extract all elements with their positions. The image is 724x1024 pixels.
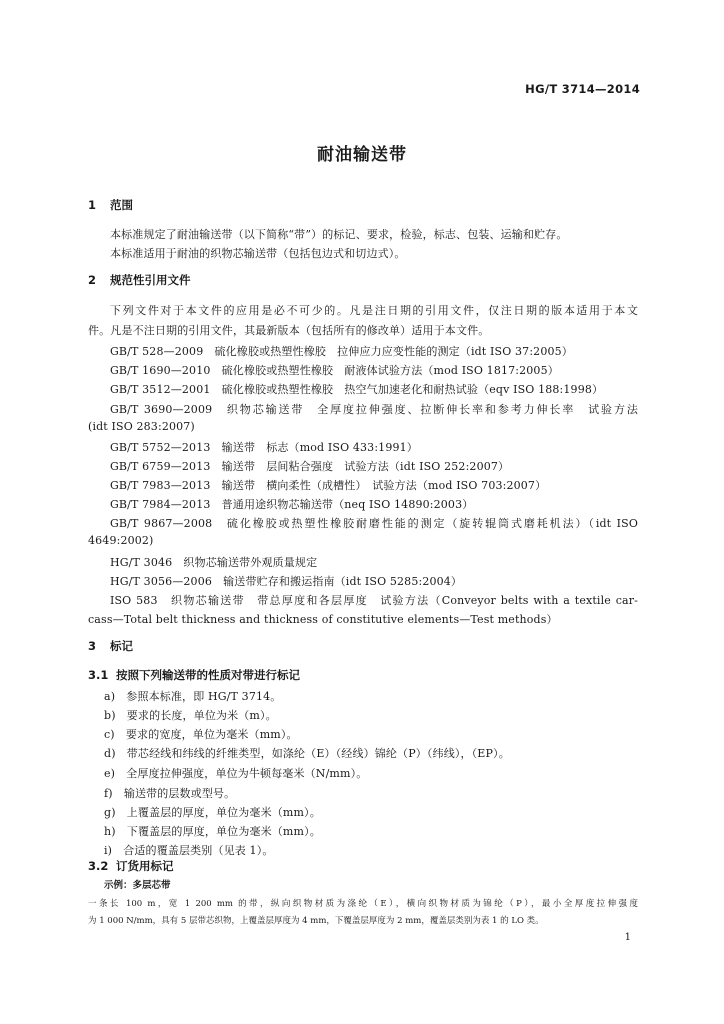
section-1-heading: [88, 197, 133, 213]
list-item: i) 合适的覆盖层类别（见表 1）。: [104, 844, 274, 857]
reference-item: GB/T 528—2009 硫化橡胶或热塑性橡胶 拉伸应力应变性能的测定（idt ISO 37:2005）: [110, 345, 573, 358]
reference-item: GB/T 5752—2013 输送带 标志（mod ISO 433:1991）: [110, 441, 418, 454]
reference-item: GB/T 9867—2008 硫化橡胶或热塑性橡胶耐磨性能的测定（旋转辊筒式磨耗机法）（idt ISO: [110, 517, 638, 530]
list-item: f) 输送带的层数或型号。: [104, 787, 236, 800]
paragraph: 件。凡是不注日期的引用文件，其最新版本（包括所有的修改单）适用于本文件。: [88, 324, 490, 337]
list-item: a) 参照本标准，即 HG/T 3714。: [104, 690, 282, 703]
reference-item-continued: 4649:2002): [88, 534, 154, 547]
reference-item: GB/T 3690—2009 织物芯输送带 全厚度拉伸强度、拉断伸长率和参考力伸长率 试验方法: [110, 403, 638, 416]
section-title: 规范性引用文件: [110, 273, 191, 287]
document-title: 耐油输送带: [317, 145, 407, 165]
section-number: 3: [88, 639, 97, 653]
reference-item: GB/T 1690—2010 硫化橡胶或热塑性橡胶 耐液体试验方法（mod ISO 1817:2005）: [110, 364, 559, 377]
reference-item: HG/T 3056—2006 输送带贮存和搬运指南（idt ISO 5285:2004）: [110, 575, 463, 588]
subsection-number: 3.1: [88, 668, 109, 682]
reference-item: GB/T 7983—2013 输送带 横向柔性（成槽性） 试验方法（mod ISO 703:2007）: [110, 479, 547, 492]
subsection-3-2-heading: [88, 858, 174, 874]
paragraph: 本标准规定了耐油输送带（以下简称“带”）的标记、要求，检验，标志、包装、运输和贮存。: [110, 228, 568, 241]
example-label: 示例：多层芯带: [104, 880, 171, 891]
page-number: 1: [624, 932, 631, 943]
list-item: d) 带芯经线和纬线的纤维类型，如涤纶（E）（经线）锦纶（P）（纬线），（EP）。: [104, 747, 510, 760]
subsection-title: 订货用标记: [116, 859, 174, 873]
section-number: 1: [88, 198, 97, 212]
reference-item: ISO 583 织物芯输送带 带总厚度和各层厚度 试验方法（Conveyor belts with a textile car-: [110, 594, 638, 607]
paragraph: 下列文件对于本文件的应用是必不可少的。凡是注日期的引用文件，仅注日期的版本适用于本文: [110, 304, 638, 317]
section-title: 标记: [110, 639, 133, 653]
subsection-3-1-heading: [88, 667, 300, 683]
reference-item: GB/T 3512—2001 硫化橡胶或热塑性橡胶 热空气加速老化和耐热试验（eqv ISO 188:1998）: [110, 383, 604, 396]
section-title: 范围: [110, 198, 133, 212]
reference-item: GB/T 7984—2013 普通用途织物芯输送带（neq ISO 14890:2003）: [110, 498, 474, 511]
list-item: h) 下覆盖层的厚度，单位为毫米（mm）。: [104, 825, 321, 838]
reference-item-continued: (idt ISO 283:2007): [88, 420, 195, 433]
list-item: c) 要求的宽度，单位为毫米（mm）。: [104, 728, 298, 741]
example-text: 为 1 000 N/mm，具有 5 层带芯织物，上覆盖层厚度为 4 mm，下覆盖层厚度为 2 mm，覆盖层类别为表 1 的 LO 类。: [88, 916, 544, 926]
reference-item: GB/T 6759—2013 输送带 层间粘合强度 试验方法（idt ISO 252:2007）: [110, 460, 510, 473]
standard-number: HG/T 3714—2014: [525, 82, 640, 96]
section-number: 2: [88, 273, 97, 287]
section-2-heading: [88, 272, 191, 288]
section-3-heading: [88, 638, 133, 654]
list-item: g) 上覆盖层的厚度，单位为毫米（mm）。: [104, 806, 321, 819]
paragraph: 本标准适用于耐油的织物芯输送带（包括包边式和切边式）。: [110, 247, 406, 260]
reference-item: HG/T 3046 织物芯输送带外观质量规定: [110, 556, 318, 569]
list-item: b) 要求的长度，单位为米（m）。: [104, 709, 277, 722]
list-item: e) 全厚度拉伸强度，单位为牛顿每毫米（N/mm）。: [104, 767, 368, 780]
subsection-number: 3.2: [88, 859, 109, 873]
reference-item-continued: cass—Total belt thickness and thickness of constitutive elements—Test methods）: [88, 613, 558, 626]
subsection-title: 按照下列输送带的性质对带进行标记: [116, 668, 300, 682]
example-text: 一条长 100 m，宽 1 200 mm 的带，纵向织物材质为涤纶（E），横向织物材质为锦纶（P），最小全厚度拉伸强度: [88, 899, 638, 909]
